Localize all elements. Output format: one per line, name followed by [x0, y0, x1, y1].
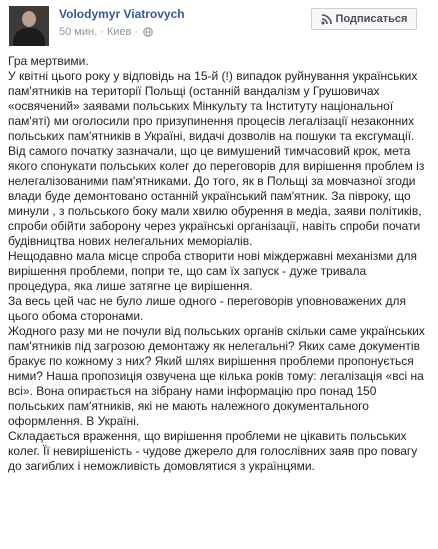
- post-paragraph: Гра мертвими.: [8, 54, 89, 68]
- post-header: [0, 0, 438, 48]
- post-time[interactable]: 50 мин.: [59, 26, 98, 38]
- post-paragraph: Від самого початку зазначали, що це вимушений тимчасовий крок, мета якого спонукати польських колег до переговорів для вирішення проблем із нелегалізованими пам'ятниками. До того, як в Польщі за мовчазної згоди влади буде демонтовано останній український пам'ятник. За півроку, що минули , з польського боку мали хвилю обурення в медіа, заяви політиків, спроби обійти заборону через українські організації, навіть спроби почати будівництва нових нелегальних меморіалів.: [8, 144, 425, 248]
- subscribe-label: Подписаться: [335, 13, 408, 25]
- post-paragraph: У квітні цього року у відповідь на 15-й (!) випадок руйнування українських пам'ятників на території Польщі (останній вандалізм у Грушовичах «освячений» заявами польських Мінкульту та Інституту національної пам'яті) ми оголосили про призупинення процесів легалізації незаконних польських пам'ятників в Україні, видачі дозволів на пошуки та ексгумації.: [8, 69, 418, 143]
- post-paragraph: Нещодавно мала місце спроба створити нові міждержавні механізми для вирішення проблеми, попри те, що сам їх запуск - дуже тривала процедура, яка лише затягне це вирішення.: [8, 249, 417, 293]
- subscribe-button[interactable]: [311, 8, 417, 30]
- globe-icon: [143, 27, 153, 37]
- meta-separator: ·: [134, 26, 138, 38]
- rss-icon: [321, 14, 332, 25]
- avatar[interactable]: [9, 6, 49, 46]
- post-location[interactable]: Киев: [106, 26, 132, 38]
- post-paragraph: Складається враження, що вирішення проблеми не цікавить польських колег. Її невирішеність - чудове джерело для голослівних заяв про повагу до загиблих і неможливість домовлятися з українцями.: [8, 429, 418, 473]
- post-paragraph: Жодного разу ми не почули від польських органів скільки саме українських пам'ятників під загрозою демонтажу як нелегальні? Яких саме документів бракує по кожному з них? Який шлях вирішення проблеми пропонується ними? Наша пропозиція озвучена ще кілька років тому: легалізація «всі на всі». Вона опирається на зібрану нами інформацію про понад 150 польських пам'ятників, які не мають належного документального оформлення. В Україні.: [8, 324, 425, 428]
- author-name[interactable]: Volodymyr Viatrovych: [59, 7, 185, 21]
- post-paragraph: За весь цей час не було лише одного - переговорів уповноважених для цього обома сторонами.: [8, 294, 406, 323]
- post-meta: [59, 26, 153, 38]
- post-body: [8, 54, 430, 474]
- meta-separator: ·: [100, 26, 104, 38]
